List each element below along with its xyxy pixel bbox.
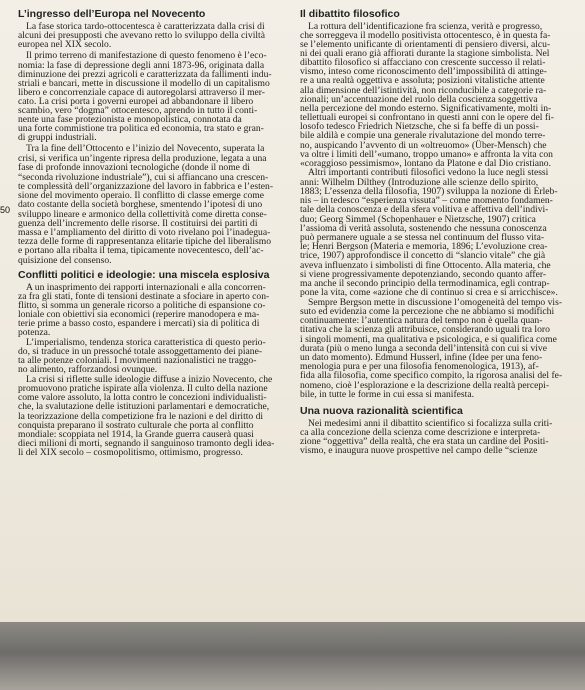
text-line: continuamente: l’autentica natura del tempo non è quella quan- <box>300 315 543 326</box>
text-line: una forte commistione tra politica ed economia, tra stato e gran- <box>18 123 264 134</box>
text-line: no, auspicando l’avvento di un «oltreuomo» (Über-Mensch) che <box>300 140 547 151</box>
text-line: do, si traduce in un pressoché totale assoggettamento dei piane- <box>18 346 263 357</box>
text-line: za fra gli stati, fonte di tensioni destinate a sfociare in aperto con- <box>18 291 270 302</box>
text-line: La crisi si riflette sulle ideologie diffuse a inizio Novecento, che <box>26 374 273 385</box>
text-line: durata (più o meno lunga a seconda dell’intensità con cui si vive <box>300 343 547 354</box>
text-line: La rottura dell’identificazione fra scienza, verità e progresso, <box>308 21 543 32</box>
text-line: aveva influenzato i simbolisti di fine Ottocento. Alla materia, che <box>300 260 551 271</box>
text-line: fase di profonde innovazioni tecnologiche (donde il nome di <box>18 162 250 173</box>
text-line: nomia: la fase di depressione degli anni 1873-96, originata dalla <box>18 60 265 71</box>
text-line: cato. La crisi porta i governi europei ad abbandonare il libero <box>18 96 254 107</box>
text-line: Il primo terreno di manifestazione di questo fenomeno è l’eco- <box>26 50 267 61</box>
section-heading: Una nuova razionalità scientifica <box>300 405 463 417</box>
text-line: fida alla filosofia, come specifico compito, la rigorosa analisi del fe- <box>300 370 563 381</box>
text-line: e portano alla ribalta il tema, tipicamente novecentesco, dell’ac- <box>18 245 264 256</box>
text-line: nomeno, cioè l’esplorazione e la descrizione della realtà percepi- <box>300 380 550 391</box>
text-line: Altri importanti contributi filosofici vedono la luce negli stessi <box>308 167 549 178</box>
text-line: flitto, si somma un generale ricorso a politiche di espansione co- <box>18 300 266 311</box>
text-line: dato costante della società borghese, smentendo l’ipotesi di uno <box>18 199 263 210</box>
text-line: ca alla concezione della scienza come descrizione e interpreta- <box>300 427 541 438</box>
text-line: che, la svalutazione delle istituzioni parlamentari e democratiche, <box>18 401 270 412</box>
text-line: «coraggioso pessimismo», lontano da Platone e dal Dio cristiano. <box>300 158 551 169</box>
text-line: loniale con obiettivi sia economici (reperire manodopera e ma- <box>18 309 260 320</box>
text-line: re a una realtà oggettiva e assoluta; posizioni vitalistiche attente <box>300 75 545 86</box>
text-line: menologia pura e per una filosofia fenomenologica, 1913), af- <box>300 361 539 372</box>
text-line: va oltre i limiti dell’«umano, troppo umano» e affronta la vita con <box>300 149 553 160</box>
text-line: Sempre Bergson mette in discussione l’omogeneità del tempo vis- <box>308 297 563 308</box>
text-line: nis – in tedesco “esperienza vissuta” – come momento fondamen- <box>300 195 553 206</box>
text-line: ta alle potenze coloniali. I movimenti nazionalistici ne traggo- <box>18 355 257 366</box>
text-line: ma anche il secondo principio della termodinamica, egli contrap- <box>300 278 550 289</box>
text-line: nella percezione del mondo esterno. Significativamente, molti in- <box>300 103 552 114</box>
text-line: europea nel XIX secolo. <box>18 39 112 50</box>
text-line: anni: Wilhelm Dilthey (Introduzione alle scienze dello spirito, <box>300 177 539 188</box>
text-line: mondiale: scoppiata nel 1914, la Grande guerra causerà quasi <box>18 429 254 440</box>
text-line: i singoli momenti, ma qualitativa e psicologica, e si qualifica come <box>300 334 557 345</box>
text-line: bile, in tutte le forme in cui essa si manifesta. <box>300 389 474 400</box>
text-line: 1883; L’essenza della filosofia, 1907) sviluppa la nozione di Erleb- <box>300 186 558 197</box>
background-below-page <box>0 622 585 690</box>
page-number: 50 <box>0 205 11 215</box>
text-line: trice, 1907) approfondisce il concetto di “slancio vitale” che già <box>300 250 546 261</box>
text-line: sviluppo lineare e armonico della collettività come diretta conse- <box>18 209 267 220</box>
section-heading: Il dibattito filosofico <box>300 8 400 20</box>
text-line: bile aldilà e compie una generale rivalutazione del mondo terre- <box>300 130 546 141</box>
text-line: un dato momento). Edmund Husserl, infine (Idee per una feno- <box>300 352 543 363</box>
text-line: La fase storica tardo-ottocentesca è caratterizzata dalla crisi di <box>26 21 265 32</box>
text-line: sione del movimento operaio. Il conflitto di classe emerge come <box>18 190 264 201</box>
text-line: losofo tedesco Friedrich Nietzsche, che si fa beffe di un possi- <box>300 121 539 132</box>
text-line: A un inasprimento dei rapporti internazionali e alla concorren- <box>26 282 266 293</box>
text-line: pone la vita, come «azione che di continuo si crea e si arricchisce». <box>300 287 558 298</box>
text-line: che sorreggeva il modello positivista ottocentesco, è in questa fa- <box>300 30 551 41</box>
text-line: massa e l’ampliamento del diritto di voto rivelano poi l’inadegua- <box>18 227 271 238</box>
text-line: di gruppi industriali. <box>18 132 97 143</box>
text-line: te complessità dell’organizzazione del lavoro in fabbrica e l’esten- <box>18 181 274 192</box>
text-line: vismo, inteso come riconoscimento dell’impossibilità di attinge- <box>300 66 547 77</box>
section-heading: Conflitti politici e ideologie: una miscela esplosiva <box>18 269 270 281</box>
section-heading: L’ingresso dell’Europa nel Novecento <box>18 8 206 20</box>
text-line: zionali; un’accentuazione del ruolo della coscienza soggettiva <box>300 94 538 105</box>
text-line: L’imperialismo, tendenza storica caratteristica di questo perio- <box>26 337 266 348</box>
text-line: titativa che la scienza gli attribuisce, considerando uguali tra loro <box>300 324 550 335</box>
text-line: quisizione del consenso. <box>18 255 112 266</box>
text-line: si viene progressivamente depotenziando, secondo quanto affer- <box>300 269 547 280</box>
text-line: ni dei quali erano già affiorati durante la stagione simbolista. Nel <box>300 48 550 59</box>
text-line: tezza delle forme di rappresentanza elitarie tipiche del liberalismo <box>18 236 272 247</box>
text-line: diminuzione dei prezzi agricoli e caratterizzata da fallimenti indu- <box>18 69 272 80</box>
text-line: terie prime a basso costo, espandere i mercati) sia di politica di <box>18 318 260 329</box>
text-line: Nei medesimi anni il dibattito scientifico si focalizza sulla criti- <box>308 418 553 429</box>
text-line: li del XIX secolo – cosmopolitismo, ottimismo, progresso. <box>18 447 243 458</box>
text-line: alla dimensione dell’istintività, non riconducibile a categorie ra- <box>300 85 547 96</box>
text-line: no alimento, rafforzandosi ovunque. <box>18 364 158 375</box>
text-line: se l’elemento unificante di orientamenti di pensiero diversi, alcu- <box>300 39 551 50</box>
text-line: duo; Georg Simmel (Schopenhauer e Nietzsche, 1907) critica <box>300 214 536 225</box>
text-line: dibattito filosofico si affacciano con crescente successo il relati- <box>300 57 546 68</box>
text-line: alcuni dei presupposti che avevano retto lo sviluppo della civiltà <box>18 30 265 41</box>
text-line: potenza. <box>18 327 51 338</box>
text-line: libero e concorrenziale capace di autoregolarsi attraverso il mer- <box>18 87 265 98</box>
text-line: scambio, vero “dogma” ottocentesco, aprendo in tutto il conti- <box>18 105 258 116</box>
text-line: suto ed evidenzia come la percezione che ne abbiamo si modifichi <box>300 306 555 317</box>
text-line: “seconda rivoluzione industriale”), cui si affiancano una crescen- <box>18 172 269 183</box>
text-line: vismo, e inaugura nuove prospettive nel campo delle “scienze <box>300 445 538 456</box>
text-line: promuovono pratiche ispirate alla violenza. Il culto della nazione <box>18 383 268 394</box>
text-line: tellettuali europei si confrontano in questi anni con le opere del fi- <box>300 112 554 123</box>
text-line: l’assioma di verità assoluta, sostenendo che nessuna conoscenza <box>300 223 547 234</box>
text-line: crisi, si verifica un’ingente ripresa della produzione, legata a una <box>18 153 267 164</box>
text-line: nente una fase protezionista e monopolistica, connotata da <box>18 114 242 125</box>
text-line: dieci milioni di morti, segnando il sanguinoso tramonto degli idea- <box>18 438 275 449</box>
text-line: come valore assoluto, la lotta contro le concezioni individualisti- <box>18 392 267 403</box>
text-line: zione “oggettiva” della realtà, che era stata un cardine del Positi- <box>300 436 549 447</box>
text-line: le; Henri Bergson (Materia e memoria, 1896; L’evoluzione crea- <box>300 241 548 252</box>
text-line: conquista preparano il sostrato culturale che porta al conflitto <box>18 420 254 431</box>
text-line: può permanere uguale a se stessa nel continuum del flusso vita- <box>300 232 545 243</box>
text-line: guenza dell’incremento delle risorse. Il costituirsi dei partiti di <box>18 218 258 229</box>
text-line: Tra la fine dell’Ottocento e l’inizio del Novecento, superata la <box>26 143 265 154</box>
text-line: striali e bancari, mette in discussione il modello di un capitalismo <box>18 78 270 89</box>
text-line: la teorizzazione della competizione fra le nazioni e del diritto di <box>18 411 264 422</box>
text-line: tale della conoscenza e della sfera volitiva e affettiva dell’indivi- <box>300 204 549 215</box>
